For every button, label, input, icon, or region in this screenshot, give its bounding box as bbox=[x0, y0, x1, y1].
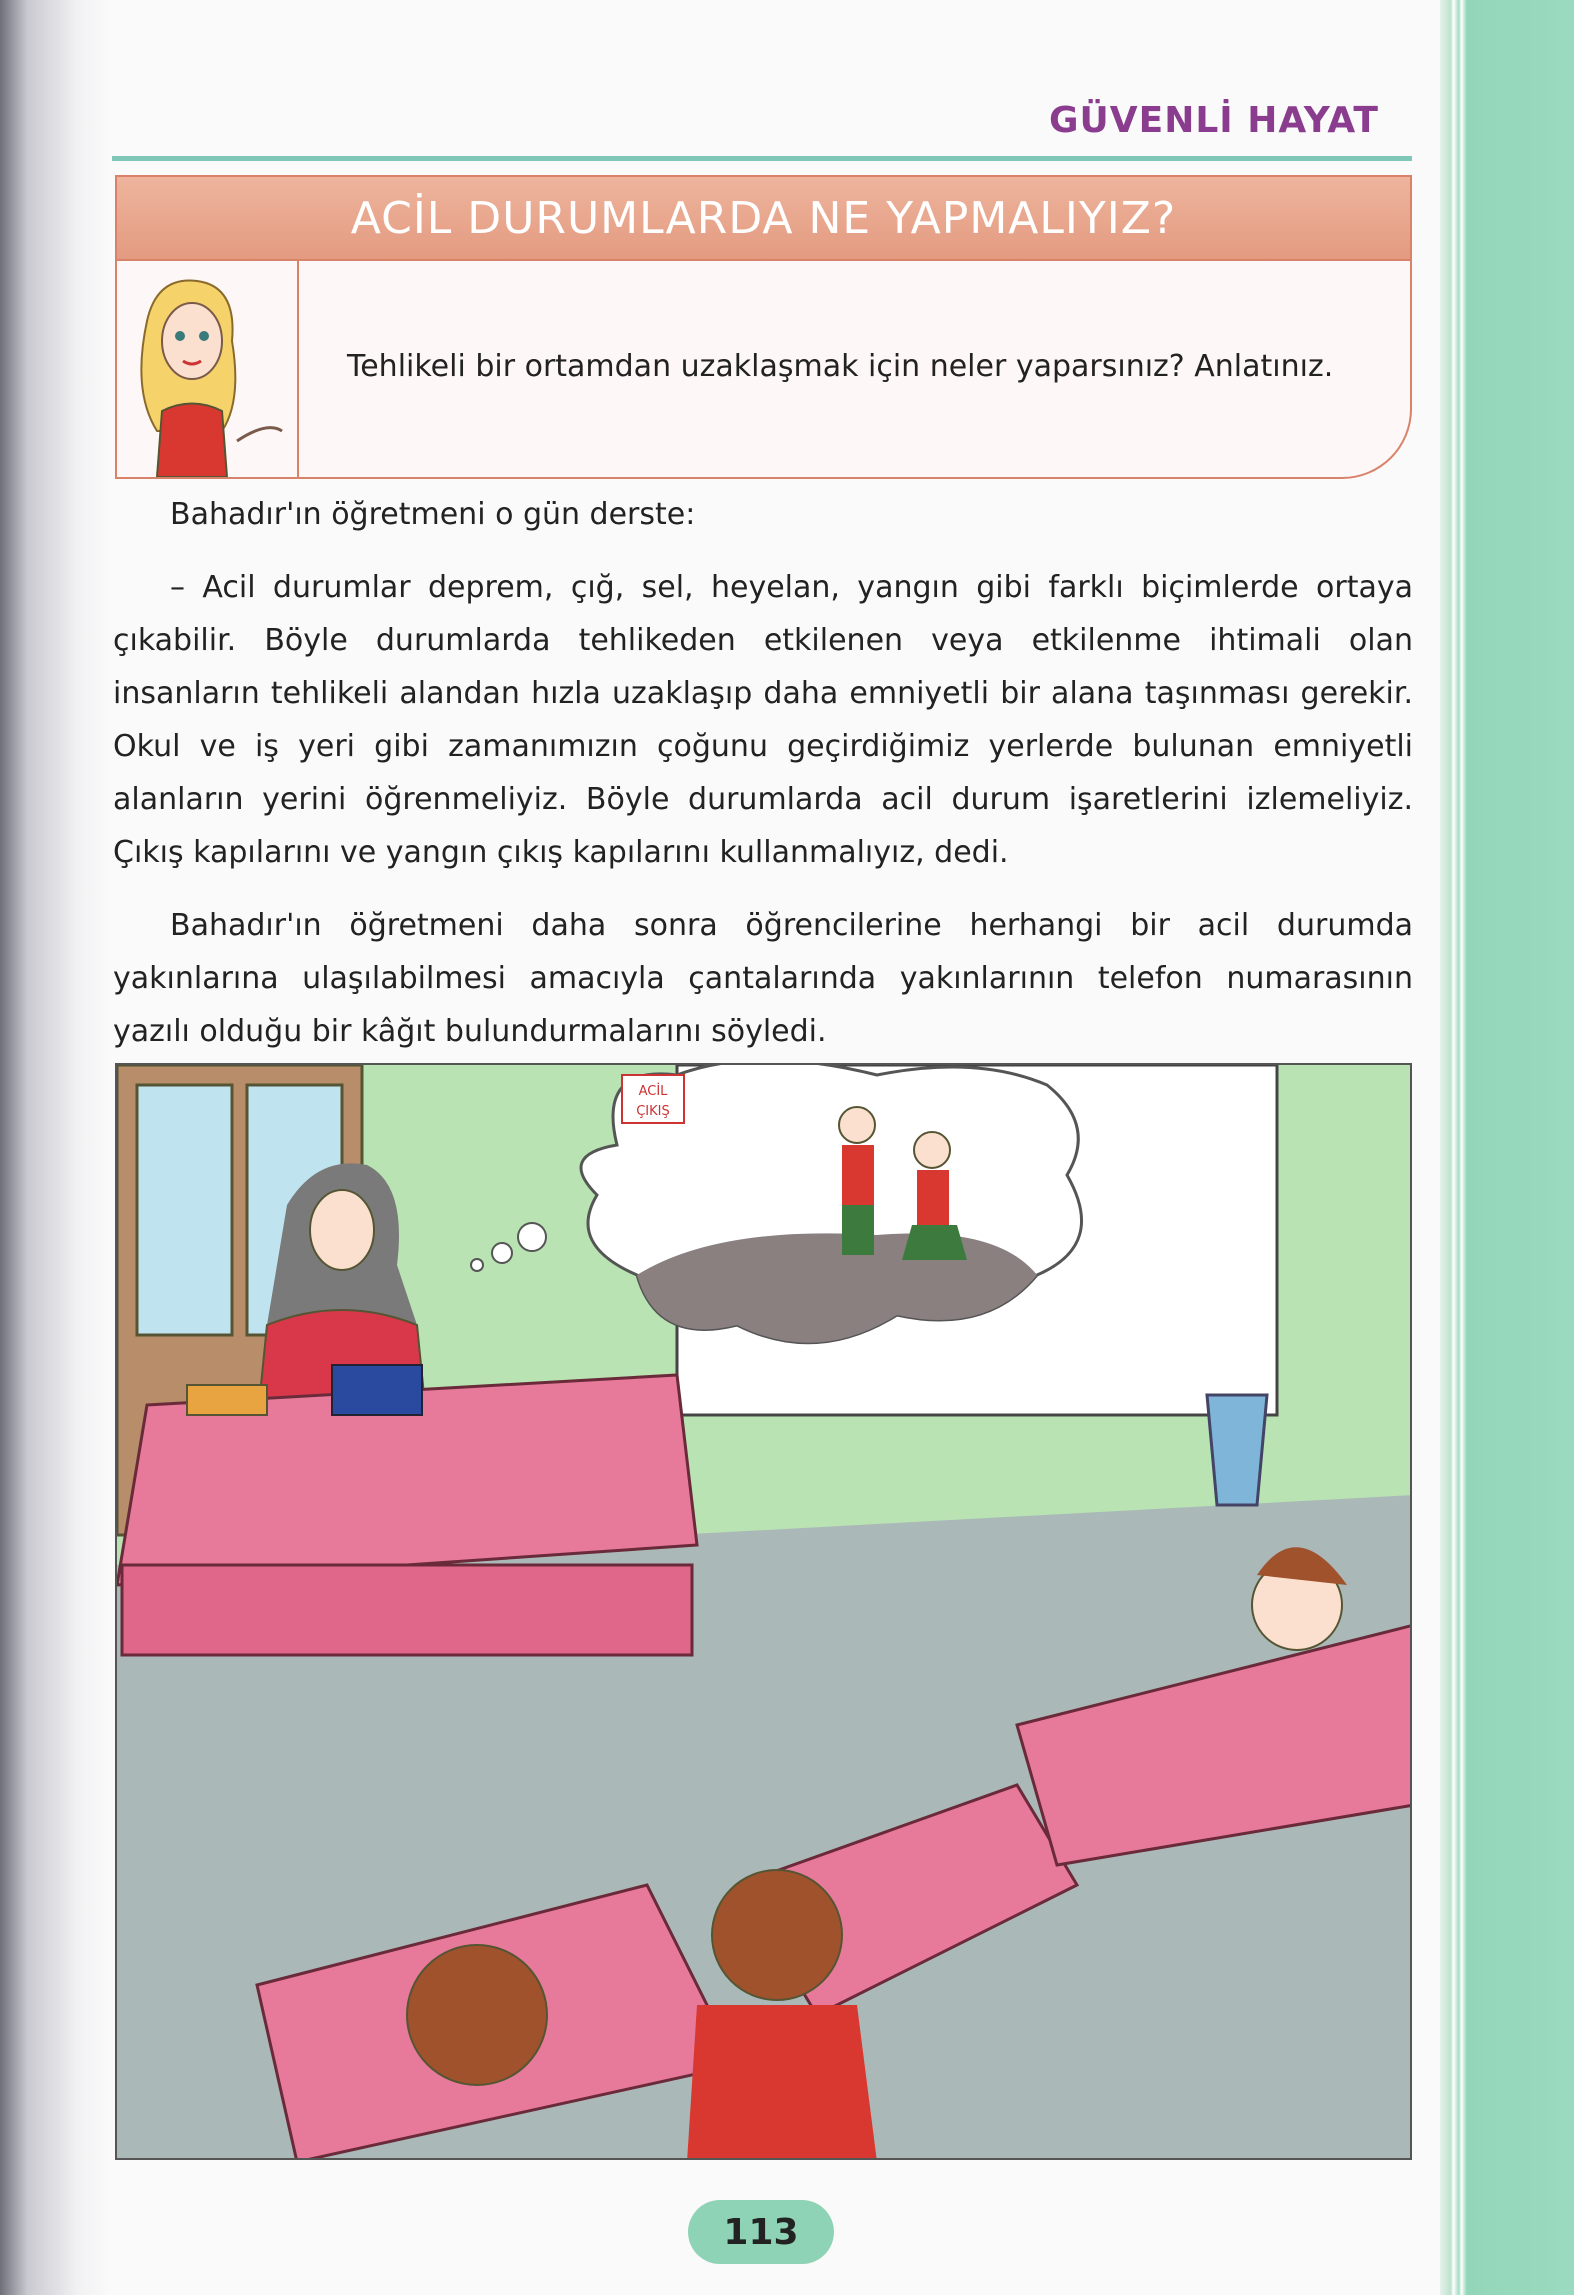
paragraph-phone-note: Bahadır'ın öğretmeni daha sonra öğrencilerine herhangi bir acil durumda yakınlarına ulaşılabilmesi amacıyla çantalarında yakınlarının telefon numarasının yazılı olduğu bir kâğıt bulundurmalarını söyledi. bbox=[113, 908, 1413, 1049]
section-title: GÜVENLİ HAYAT bbox=[1048, 100, 1379, 141]
header-divider bbox=[112, 156, 1412, 161]
page-number: 113 bbox=[688, 2200, 834, 2264]
discussion-question: Tehlikeli bir ortamdan uzaklaşmak için neler yaparsınız? Anlatınız. bbox=[347, 349, 1334, 384]
girl-illustration bbox=[117, 261, 297, 477]
page-binding-shadow bbox=[0, 0, 110, 2295]
paragraph-teacher-speech: – Acil durumlar deprem, çığ, sel, heyelan, yangın gibi farklı biçimlerde ortaya çıkabilir. Böyle durumlarda tehlikeden etkilenen veya etkilenme ihtimali olan insanların tehlikeli alandan hızla uzaklaşıp daha emniyetli bir alana taşınması gerekir. Okul ve iş yeri gibi zamanımızın çoğunu geçirdiğimiz yerlerde bulunan emniyetli alanların yerini öğrenmeliyiz. Böyle durumlarda acil durum işaretlerini izlemeliyiz. Çıkış kapılarını ve yangın çıkış kapılarını kullanmalıyız, dedi. bbox=[113, 570, 1413, 870]
exit-sign-line1: ACİL bbox=[638, 1084, 668, 1099]
classroom-illustration bbox=[115, 1063, 1412, 2160]
paragraph-intro: Bahadır'ın öğretmeni o gün derste: bbox=[170, 497, 696, 532]
lesson-title-banner bbox=[115, 175, 1412, 261]
question-box bbox=[115, 261, 1412, 479]
lesson-title: ACİL DURUMLARDA NE YAPMALIYIZ? bbox=[350, 192, 1177, 244]
classroom-scene bbox=[117, 1065, 1412, 2160]
girl-figure bbox=[117, 261, 299, 477]
exit-sign-line2: ÇIKIŞ bbox=[636, 1104, 670, 1119]
lesson-text bbox=[113, 488, 1413, 1078]
exit-sign bbox=[622, 1075, 684, 1123]
page-edge-strip bbox=[1440, 0, 1574, 2295]
